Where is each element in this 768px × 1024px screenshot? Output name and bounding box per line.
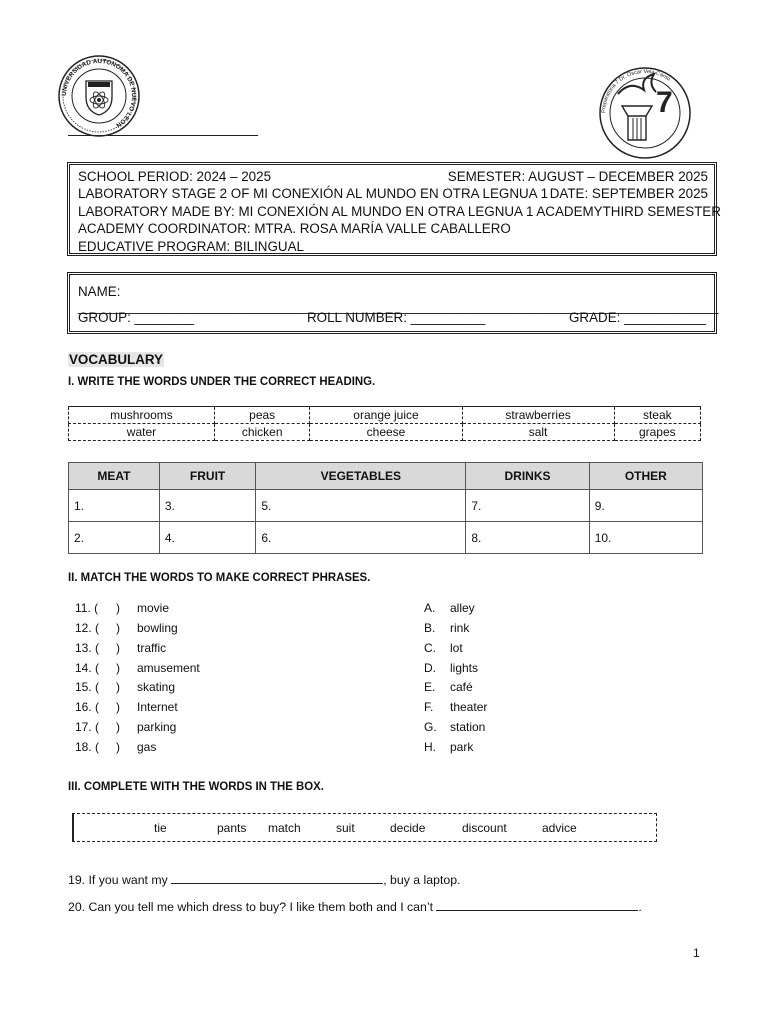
grade-field[interactable]: GRADE: ___________ xyxy=(569,310,706,325)
educative-program: EDUCATIVE PROGRAM: BILINGUAL xyxy=(78,238,304,254)
question-19: 19. If you want my , buy a laptop. xyxy=(68,873,461,887)
heading-vegetables: VEGETABLES xyxy=(256,463,466,490)
answer-cell[interactable]: 4. xyxy=(159,522,255,554)
word-cell: salt xyxy=(462,424,614,441)
word-cell: water xyxy=(69,424,215,441)
question-20: 20. Can you tell me which dress to buy? I like them both and I can’t . xyxy=(68,900,642,914)
box-word: discount xyxy=(462,821,507,835)
logo-underline xyxy=(68,135,258,136)
answer-cell[interactable]: 1. xyxy=(69,490,160,522)
match-item: 11. ( ) movie xyxy=(75,601,170,615)
heading-other: OTHER xyxy=(589,463,702,490)
word-bank-table xyxy=(68,406,701,441)
preparatoria-7-logo xyxy=(598,66,692,160)
roll-number-field[interactable]: ROLL NUMBER: __________ xyxy=(307,310,486,325)
box-word: match xyxy=(268,821,301,835)
word-cell: orange juice xyxy=(310,407,462,424)
match-option: C. lot xyxy=(424,640,463,655)
word-cell: mushrooms xyxy=(69,407,215,424)
match-option: H. park xyxy=(424,739,474,754)
logo-number: 7 xyxy=(656,86,673,119)
school-period: SCHOOL PERIOD: 2024 – 2025 xyxy=(78,169,272,184)
coordinator: ACADEMY COORDINATOR: MTRA. ROSA MARÍA VALLE CABALLERO xyxy=(78,221,511,237)
word-cell: cheese xyxy=(310,424,462,441)
answer-blank[interactable] xyxy=(171,872,383,884)
match-item: 14. ( ) amusement xyxy=(75,660,200,675)
header-info-box xyxy=(67,162,721,256)
made-by: LABORATORY MADE BY: MI CONEXIÓN AL MUNDO EN OTRA LEGNUA 1 ACADEMY xyxy=(78,203,603,219)
section-3-title: III. COMPLETE WITH THE WORDS IN THE BOX. xyxy=(68,779,324,793)
answer-cell[interactable]: 10. xyxy=(589,522,702,554)
seal-text: UNIVERSIDAD AUTONOMA DE NUEVO LEON xyxy=(60,57,138,129)
match-right-list xyxy=(424,599,487,758)
answer-blank[interactable] xyxy=(436,899,638,911)
box-word: pants xyxy=(217,821,247,835)
word-box xyxy=(72,813,657,842)
group-field[interactable]: GROUP: ________ xyxy=(78,310,195,325)
match-item: 13. ( ) traffic xyxy=(75,640,167,655)
name-field[interactable]: NAME: ______________________________________________________________________________________ xyxy=(78,284,719,314)
heading-fruit: FRUIT xyxy=(159,463,255,490)
answer-cell[interactable]: 8. xyxy=(466,522,589,554)
student-info-box xyxy=(67,272,717,334)
heading-drinks: DRINKS xyxy=(466,463,589,490)
match-option: A. alley xyxy=(424,601,475,615)
vocabulary-heading: VOCABULARY xyxy=(69,352,163,367)
match-option: G. station xyxy=(424,720,486,735)
section-1-title: I. WRITE THE WORDS UNDER THE CORRECT HEADING. xyxy=(68,374,376,388)
word-cell: grapes xyxy=(614,424,700,441)
university-seal-logo xyxy=(58,55,140,137)
date: DATE: SEPTEMBER 2025 xyxy=(549,186,708,202)
box-word: suit xyxy=(336,821,355,835)
match-option: D. lights xyxy=(424,660,479,675)
word-cell: steak xyxy=(614,407,700,424)
answer-cell[interactable]: 9. xyxy=(589,490,702,522)
word-cell: chicken xyxy=(214,424,310,441)
third-semester: THIRD SEMESTER xyxy=(602,203,721,219)
box-word: decide xyxy=(390,821,426,835)
word-cell: strawberries xyxy=(462,407,614,424)
word-cell: peas xyxy=(214,407,310,424)
match-item: 17. ( ) parking xyxy=(75,720,177,735)
lab-stage: LABORATORY STAGE 2 OF MI CONEXIÓN AL MUNDO EN OTRA LEGNUA 1 xyxy=(78,186,549,202)
section-2-title: II. MATCH THE WORDS TO MAKE CORRECT PHRASES. xyxy=(68,570,371,584)
match-option: E. café xyxy=(424,680,473,695)
match-option: F. theater xyxy=(424,700,488,715)
match-option: B. rink xyxy=(424,620,470,635)
answer-cell[interactable]: 3. xyxy=(159,490,255,522)
match-item: 16. ( ) Internet xyxy=(75,700,178,715)
box-word: advice xyxy=(542,821,577,835)
match-item: 15. ( ) skating xyxy=(75,680,176,695)
semester: SEMESTER: AUGUST – DECEMBER 2025 xyxy=(447,169,708,184)
match-item: 18. ( ) gas xyxy=(75,739,157,754)
match-item: 12. ( ) bowling xyxy=(75,620,178,635)
answer-cell[interactable]: 5. xyxy=(256,490,466,522)
page-number: 1 xyxy=(693,946,700,960)
answer-cell[interactable]: 2. xyxy=(69,522,160,554)
match-left-list xyxy=(75,599,200,758)
answer-cell[interactable]: 7. xyxy=(466,490,589,522)
heading-table xyxy=(68,462,703,554)
heading-meat: MEAT xyxy=(69,463,160,490)
logo-ring-text: Preparatoria 7 Dr. Oscar Vela Cantú xyxy=(600,68,672,114)
box-word: tie xyxy=(154,821,167,835)
answer-cell[interactable]: 6. xyxy=(256,522,466,554)
